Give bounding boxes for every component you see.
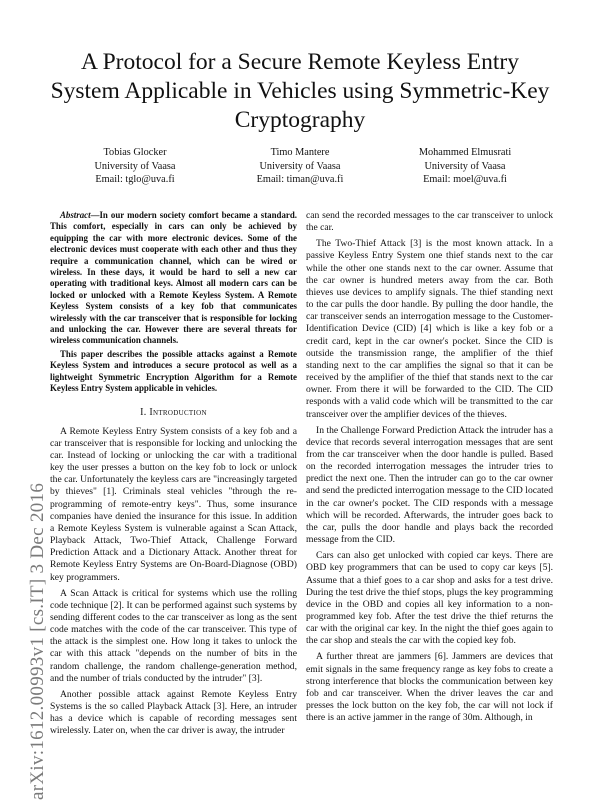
body-paragraph: A Remote Keyless Entry System consists of a key fob and a car transceiver that is responsible for locking and unlocking the car. Instead of locking or unlocking the car with a traditional key the user presses a button on the key fob to lock or unlock the car. Unfortunately the keyless cars are "increasingly targeted by thieves" [1]. Criminals steal vehicles "through the re-programming of remote-entry keys". Thus, some insurance companies have denied the insurance for this issue. In addition a Remote Keyless System is vulnerable against a Scan Attack, Playback Attack, Two-Thief Attack, Challenge Forward Prediction Attack and a Dictionary Attack. Another threat for Remote Keyless Entry Systems are On-Board-Diagnose (OBD) key programmers. [50,425,297,583]
author-name: Mohammed Elmusrati [418,147,512,158]
author-affiliation: University of Vaasa [94,160,176,172]
author-3 [380,146,550,187]
body-paragraph: Cars can also get unlocked with copied car keys. There are OBD key programmers that can be used to copy car keys [5]. Assume that a thief goes to a car shop and asks for a test drive. During the test drive the thief stops, plugs the key programming device in the OBD and copies all key information to a non-programmed key fob. After the test drive the thief returns the car with the original car key. In the night the thief goes again to the car shop and steals the car with the copied key fob. [306,550,553,647]
abstract-text-1: —In our modern society comfort became a standard. This comfort, especially in cars can only be achieved by equipping the car with more electronic devices. Some of the electronic devices must cooperate with each other and thus they require a communication channel, which can be wired or wireless. In these days, it would be hard to sell a new car operating with traditional keys. Almost all modern cars can be locked or unlocked with a Remote Keyless System. A Remote Keyless System consists of a key fob that communicates wirelessly with the car transceiver that is responsible for locking and unlocking the car. However there are several threats for wireless communication channels. [50,210,297,346]
author-1 [50,146,220,187]
author-2 [215,146,385,187]
author-affiliation: University of Vaasa [424,160,506,172]
author-name: Timo Mantere [270,147,330,158]
body-paragraph: A Scan Attack is critical for systems which use the rolling code technique [2]. It can be performed against such systems by sending different codes to the car transceiver as long as the sent code matches with the code of the car transceiver. This type of the attack is the simplest one. How long it takes to unlock the car with this attack "depends on the number of bits in the random challenge, the random challenge-generation method, and the number of trials conducted by the intruder" [3]. [50,587,297,684]
author-email: Email: moel@uva.fi [423,174,507,185]
body-paragraph: Another possible attack against Remote Keyless Entry Systems is the so called Playback Attack [3]. Here, an intruder has a device which is capable of recording messages sent wirelessly. Later on, when the car driver is away, the intruder [50,688,297,737]
abstract-paragraph-2: This paper describes the possible attacks against a Remote Keyless System and introduces a secure protocol as well as a lightweight Symmetric Encryption Algorithm for a Remote Keyless Entry System applicable in vehicles. [50,348,297,394]
abstract [50,210,297,395]
author-email: Email: timan@uva.fi [256,174,344,185]
left-column [50,210,297,742]
arxiv-stamp-text: arXiv:1612.00993v1 [cs.IT] 3 Dec 2016 [27,482,48,800]
body-paragraph: A further threat are jammers [6]. Jammers are devices that emit signals in the same frequency range as key fobs to create a strong interference that blocks the communication between key fob and car transceiver. When the driver leaves the car and presses the lock button on the key fob, the car will not lock if there is an active jammer in the range of 30m. Although, in [306,651,553,724]
body-paragraph: can send the recorded messages to the car transceiver to unlock the car. [306,210,553,234]
body-paragraph: In the Challenge Forward Prediction Attack the intruder has a device that records several interrogation messages that are sent from the car transceiver when the door handle is pulled. Based on the recorded interrogation messages the intruder tries to predict the next one. Then the intruder can go to the car owner and send the predicted interrogation message to the CID located in the car owner's pocket. The CID responds with a message which will be recorded. Afterwards, the intruder goes back to the car, pulls the door handle and plays back the recorded message from the CID. [306,424,553,546]
right-column [306,210,553,728]
body-paragraph: The Two-Thief Attack [3] is the most known attack. In a passive Keyless Entry System one thief stands next to the car while the other one stands next to the car owner. Assume that the car owner is hundred meters away from the car. Both thieves use devices to amplify signals. The thief standing next to the car pulls the door handle. By pulling the door handle, the car transceiver sends an interrogation message to the Customer-Identification Device (CID) [4] which is like a key fob or a credit card, kept in the car owner's pocket. Since the CID is outside the transmission range, the amplifier of the thief standing next to the car amplifies the signal so that it can be received by the amplifier of the thief that stands next to the car owner. From there it will be forwarded to the CID. The CID responds with a valid code which will be transmitted to the car transceiver over the amplifier devices of the thieves. [306,238,553,420]
abstract-paragraph-1 [50,210,297,347]
author-email: Email: tglo@uva.fi [95,174,175,185]
paper-title: A Protocol for a Secure Remote Keyless Entry System Applicable in Vehicles using Symmetric-Key Cryptography [50,49,550,133]
abstract-label: Abstract [60,210,91,220]
author-affiliation: University of Vaasa [259,160,341,172]
arxiv-stamp [10,200,48,800]
section-heading-introduction: I. Introduction [140,406,207,418]
author-name: Tobias Glocker [103,147,167,158]
